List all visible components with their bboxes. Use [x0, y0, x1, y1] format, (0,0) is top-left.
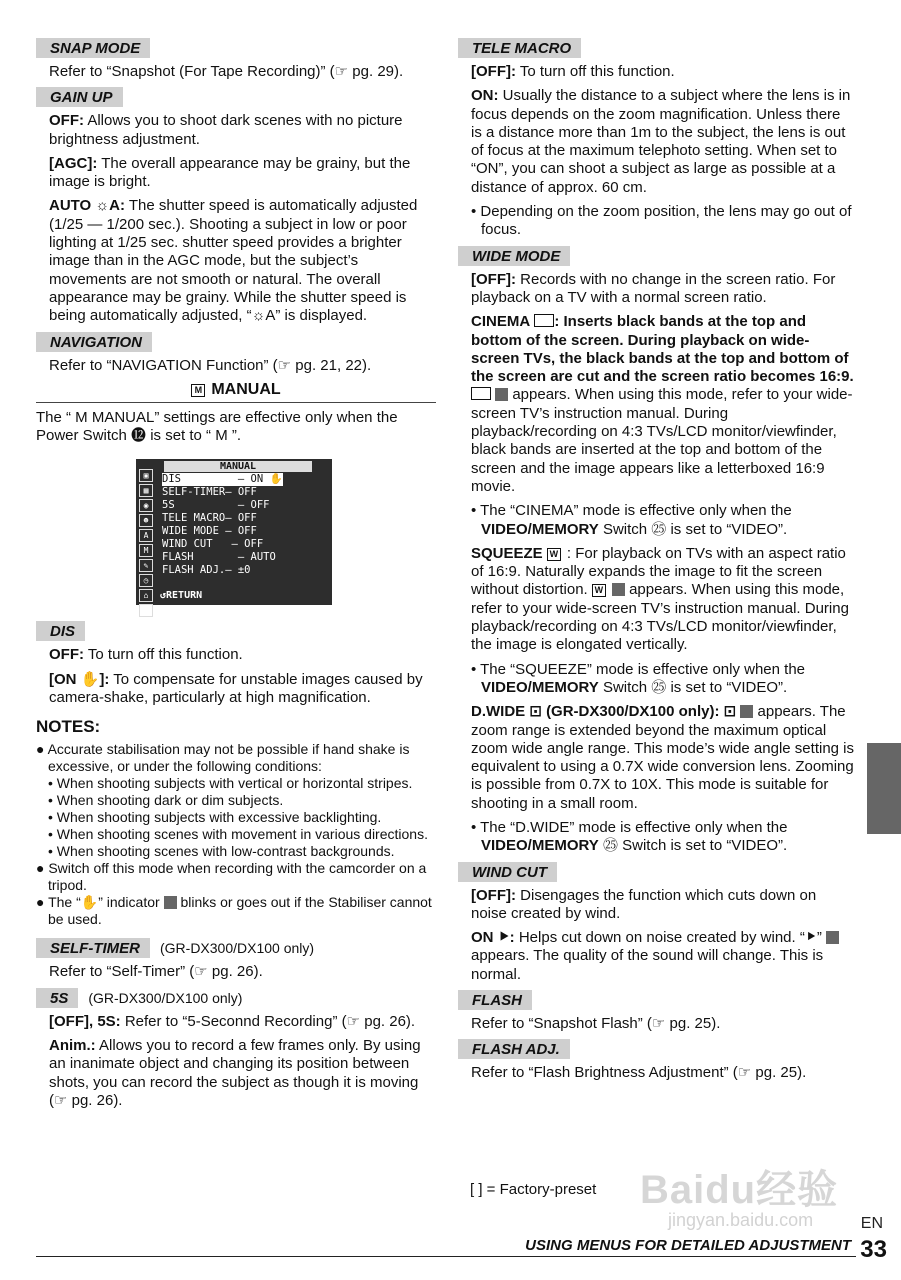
lcd-row: SELF-TIMER– OFF: [162, 486, 257, 499]
indicator-square-icon: [826, 931, 839, 944]
lcd-row: TELE MACRO– OFF: [162, 512, 257, 525]
squeeze-icon: W: [547, 548, 561, 561]
note-subitem: • When shooting scenes with low-contrast backgrounds.: [48, 843, 395, 860]
menu-tab-icon: ✎: [139, 559, 153, 572]
lcd-row: WIDE MODE – OFF: [162, 525, 257, 538]
indicator-square-icon: [164, 896, 177, 909]
page-number: 33: [860, 1236, 887, 1263]
gain-up-agc: [AGC]: The overall appearance may be grainy, but the image is bright.: [49, 154, 411, 191]
notes-title: NOTES:: [36, 717, 101, 737]
dis-on: [ON ✋]: To compensate for unstable images caused by camera-shake, particularly at high magnification.: [49, 670, 423, 707]
self-timer-header-line: SELF-TIMER (GR-DX300/DX100 only): [36, 938, 436, 963]
wind-cut-on: ON ⯈: Helps cut down on noise created by wind. “⯈” appears. The quality of the sound will change. This is normal.: [471, 929, 854, 984]
divider: [36, 402, 436, 403]
tele-macro-on: ON: Usually the distance to a subject where the lens is in focus depends on the zoom magnification. Unless there is a distance more than 1m to the subject, the lens is out of focus at the maximum telephoto setting. When set to “ON”, you can shoot a subject as large as possible at a distance of approx. 60 cm.: [471, 87, 851, 196]
menu-tab-icon: A: [139, 529, 153, 542]
lcd-row: FLASH – AUTO: [162, 551, 276, 564]
menu-tab-icon: ⌂: [139, 589, 153, 602]
section-header-wide-mode: WIDE MODE: [458, 246, 570, 266]
manual-menu-screen: [136, 459, 332, 616]
tele-macro-bullet: • Depending on the zoom position, the lens may go out of focus.: [471, 203, 852, 239]
menu-tab-icon: M: [139, 544, 153, 557]
left-column: [36, 38, 436, 1116]
indicator-square-icon: [740, 705, 753, 718]
right-column: [458, 38, 854, 1089]
manual-intro: The “ M MANUAL” settings are effective only when the Power Switch ⓬ is set to “ M ”.: [36, 408, 398, 445]
cinema-bullet: • The “CINEMA” mode is effective only when the VIDEO/MEMORY Switch ㉕ is set to “VIDEO”.: [471, 502, 792, 538]
menu-tab-icon: ◷: [139, 574, 153, 587]
note-item: ● Switch off this mode when recording with the camcorder on a tripod.: [36, 860, 427, 894]
wide-mode-dwide: D.WIDE ⊡ (GR-DX300/DX100 only): ⊡ appears. The zoom range is extended beyond the maximum optical zoom wide angle range. This mode’s wide angle setting is equivalent to using a 0.7X wide conversion lens. Zooming is possible from 0.7X to 10X. This mode is suitable for shooting in a small room.: [471, 703, 854, 812]
note-subitem: • When shooting scenes with movement in various directions.: [48, 826, 428, 843]
section-header-navigation: NAVIGATION: [36, 332, 152, 352]
note-subitem: • When shooting subjects with vertical or horizontal stripes.: [48, 775, 413, 792]
section-header-flash-adj: FLASH ADJ.: [458, 1039, 570, 1059]
wide-mode-off: [OFF]: Records with no change in the screen ratio. For playback on a TV with a normal screen ratio.: [471, 270, 836, 306]
squeeze-icon: W: [592, 584, 606, 597]
language-label: EN: [860, 1215, 883, 1232]
section-header-wind-cut: WIND CUT: [458, 862, 557, 882]
lcd-row: WIND CUT – OFF: [162, 538, 264, 551]
note-subitem: • When shooting subjects with excessive backlighting.: [48, 809, 382, 826]
manual-title: M MANUAL: [36, 381, 436, 399]
menu-tab-icon: ✕: [139, 604, 153, 617]
navigation-text: Refer to “NAVIGATION Function” (☞ pg. 21, 22).: [49, 356, 372, 374]
note-item: ● Accurate stabilisation may not be possible if hand shake is excessive, or under the following conditions:: [36, 741, 410, 775]
wide-mode-cinema: CINEMA : Inserts black bands at the top and bottom of the screen. During playback on wide-screen TVs, the black bands at the top and bottom of the screen are cut and the screen ratio becomes 16:9. appears. When using this mode, refer to your wide-screen TV’s instruction manual. During playback/recording on 4:3 TVs/LCD monitor/viewfinder, black bands are inserted at the top and bottom of the screen and the image appears like a letterboxed 16:9 movie.: [471, 313, 854, 495]
cinema-icon: [534, 314, 554, 327]
section-header-gain-up: GAIN UP: [36, 87, 123, 107]
menu-icon-column: [139, 469, 153, 619]
menu-tab-icon: ▣: [139, 469, 153, 482]
lcd-title: MANUAL: [164, 461, 312, 472]
lcd-return: ↺RETURN: [160, 590, 203, 602]
indicator-square-icon: [612, 583, 625, 596]
squeeze-bullet: • The “SQUEEZE” mode is effective only when the VIDEO/MEMORY Switch ㉕ is set to “VIDEO”.: [471, 660, 806, 696]
gain-up-auto: AUTO ☼A: The shutter speed is automatically adjusted (1/25 — 1/200 sec.). Shooting a subject in low or poor lighting at 1/25 sec. shutter speed provides a brighter image than in the AGC mode, but the subject’s movements are not smooth or natural. The overall appearance may be grainy. While the shutter speed is being automatically adjusted, “☼A” is displayed.: [49, 197, 418, 325]
dis-off: OFF: To turn off this function.: [49, 646, 243, 664]
section-header-flash: FLASH: [458, 990, 532, 1010]
five-s-header-line: 5S (GR-DX300/DX100 only): [36, 988, 436, 1013]
cinema-icon: [471, 387, 491, 400]
menu-tab-icon: ☻: [139, 514, 153, 527]
page-edge-tab: [867, 743, 901, 834]
footer-divider: [36, 1256, 856, 1257]
section-header-tele-macro: TELE MACRO: [458, 38, 581, 58]
note-item: ● The “✋” indicator blinks or goes out if the Stabiliser cannot be used.: [36, 894, 432, 928]
menu-tab-icon: ◉: [139, 499, 153, 512]
factory-preset-legend: [ ] = Factory-preset: [470, 1181, 597, 1198]
flash-text: Refer to “Snapshot Flash” (☞ pg. 25).: [471, 1015, 721, 1033]
note-subitem: • When shooting dark or dim subjects.: [48, 792, 284, 809]
flash-adj-text: Refer to “Flash Brightness Adjustment” (☞ pg. 25).: [471, 1064, 807, 1082]
lcd-row: DIS – ON ✋: [162, 473, 283, 486]
self-timer-text: Refer to “Self-Timer” (☞ pg. 26).: [49, 963, 263, 981]
menu-tab-icon: ▦: [139, 484, 153, 497]
section-header-5s: 5S: [36, 988, 78, 1008]
manual-icon: M: [191, 384, 205, 397]
footer-section-title: USING MENUS FOR DETAILED ADJUSTMENT: [525, 1237, 851, 1254]
gain-up-off: OFF: Allows you to shoot dark scenes with no picture brightness adjustment.: [49, 112, 403, 148]
five-s-off: [OFF], 5S: Refer to “5-Seconnd Recording” (☞ pg. 26).: [49, 1012, 416, 1030]
lcd-row: FLASH ADJ.– ±0: [162, 564, 251, 577]
lcd-row: 5S – OFF: [162, 499, 270, 512]
snap-mode-text: Refer to “Snapshot (For Tape Recording)” (☞ pg. 29).: [49, 63, 404, 80]
tele-macro-off: [OFF]: To turn off this function.: [471, 63, 675, 80]
wide-mode-squeeze: SQUEEZE W : For playback on TVs with an aspect ratio of 16:9. Naturally expands the image to fit the screen without distortion. W appears. When using this mode, refer to your wide-screen TV’s instruction manual. During playback/recording on 4:3 TVs/LCD monitor/viewfinder, the image is elongated vertically.: [471, 544, 849, 654]
section-header-snap-mode: SNAP MODE: [36, 38, 150, 58]
section-header-dis: DIS: [36, 621, 85, 641]
indicator-square-icon: [495, 388, 508, 401]
watermark: Baidu经验: [640, 1168, 839, 1212]
five-s-anim: Anim.: Allows you to record a few frames only. By using an inanimate object and changing its position between shots, you can record the subject as though it is moving (☞ pg. 26).: [49, 1036, 421, 1109]
wind-cut-off: [OFF]: Disengages the function which cuts down on noise created by wind.: [471, 886, 817, 922]
section-header-self-timer: SELF-TIMER: [36, 938, 150, 958]
dwide-bullet: • The “D.WIDE” mode is effective only when the VIDEO/MEMORY ㉕ Switch is set to “VIDEO”.: [471, 818, 788, 855]
watermark-url: jingyan.baidu.com: [668, 1210, 814, 1230]
